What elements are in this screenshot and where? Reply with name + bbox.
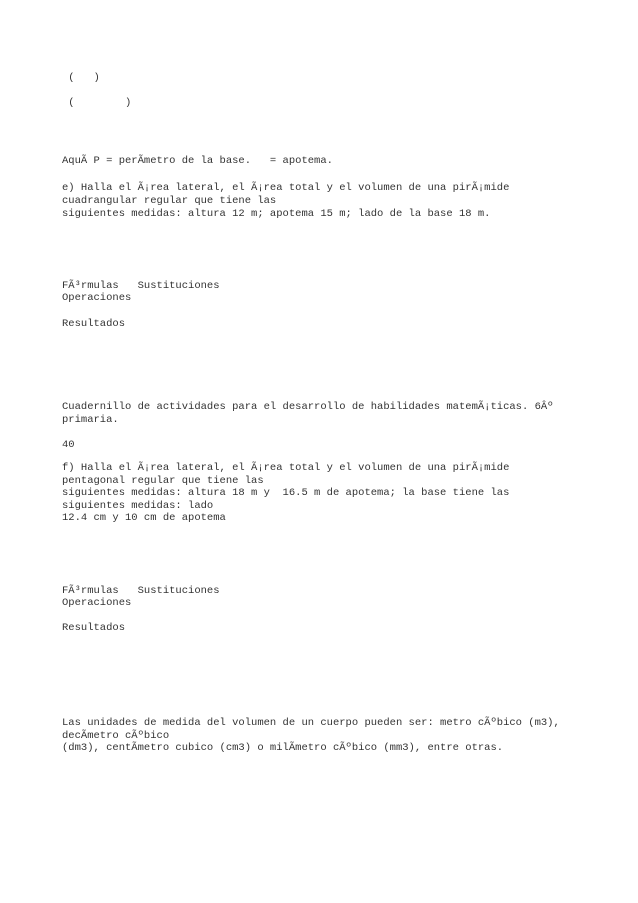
text-line: e) Halla el Ã¡rea lateral, el Ã¡rea total y el volumen de una pirÃ¡mide (62, 182, 510, 194)
text-line: Operaciones (62, 597, 132, 609)
text-line: Cuadernillo de actividades para el desarrollo de habilidades matemÃ¡ticas. 6Âº (62, 401, 554, 413)
text-line: 40 (62, 439, 75, 451)
text-line: ( ) (62, 97, 132, 109)
text-line: primaria. (62, 414, 119, 426)
text-line: siguientes medidas: altura 12 m; apotema 15 m; lado de la base 18 m. (62, 208, 491, 220)
text-line: (dm3), centÃmetro cubico (cm3) o milÃmetro cÃºbico (mm3), entre otras. (62, 742, 504, 754)
text-line: Las unidades de medida del volumen de un cuerpo pueden ser: metro cÃºbico (m3), (62, 717, 560, 729)
text-line: FÃ³rmulas Sustituciones (62, 280, 220, 292)
text-line: pentagonal regular que tiene las (62, 475, 264, 487)
text-line: cuadrangular regular que tiene las (62, 195, 277, 207)
text-line: f) Halla el Ã¡rea lateral, el Ã¡rea total y el volumen de una pirÃ¡mide (62, 462, 510, 474)
text-line: AquÃ P = perÃmetro de la base. = apotema. (62, 155, 333, 167)
text-line: decÃmetro cÃºbico (62, 730, 170, 742)
text-line: FÃ³rmulas Sustituciones (62, 585, 220, 597)
text-line: Resultados (62, 622, 126, 634)
text-line: Operaciones (62, 292, 132, 304)
text-line: siguientes medidas: altura 18 m y 16.5 m de apotema; la base tiene las (62, 487, 510, 499)
text-line: Resultados (62, 318, 126, 330)
text-line: siguientes medidas: lado (62, 500, 214, 512)
text-line: 12.4 cm y 10 cm de apotema (62, 512, 226, 524)
text-line: ( ) (62, 72, 100, 84)
